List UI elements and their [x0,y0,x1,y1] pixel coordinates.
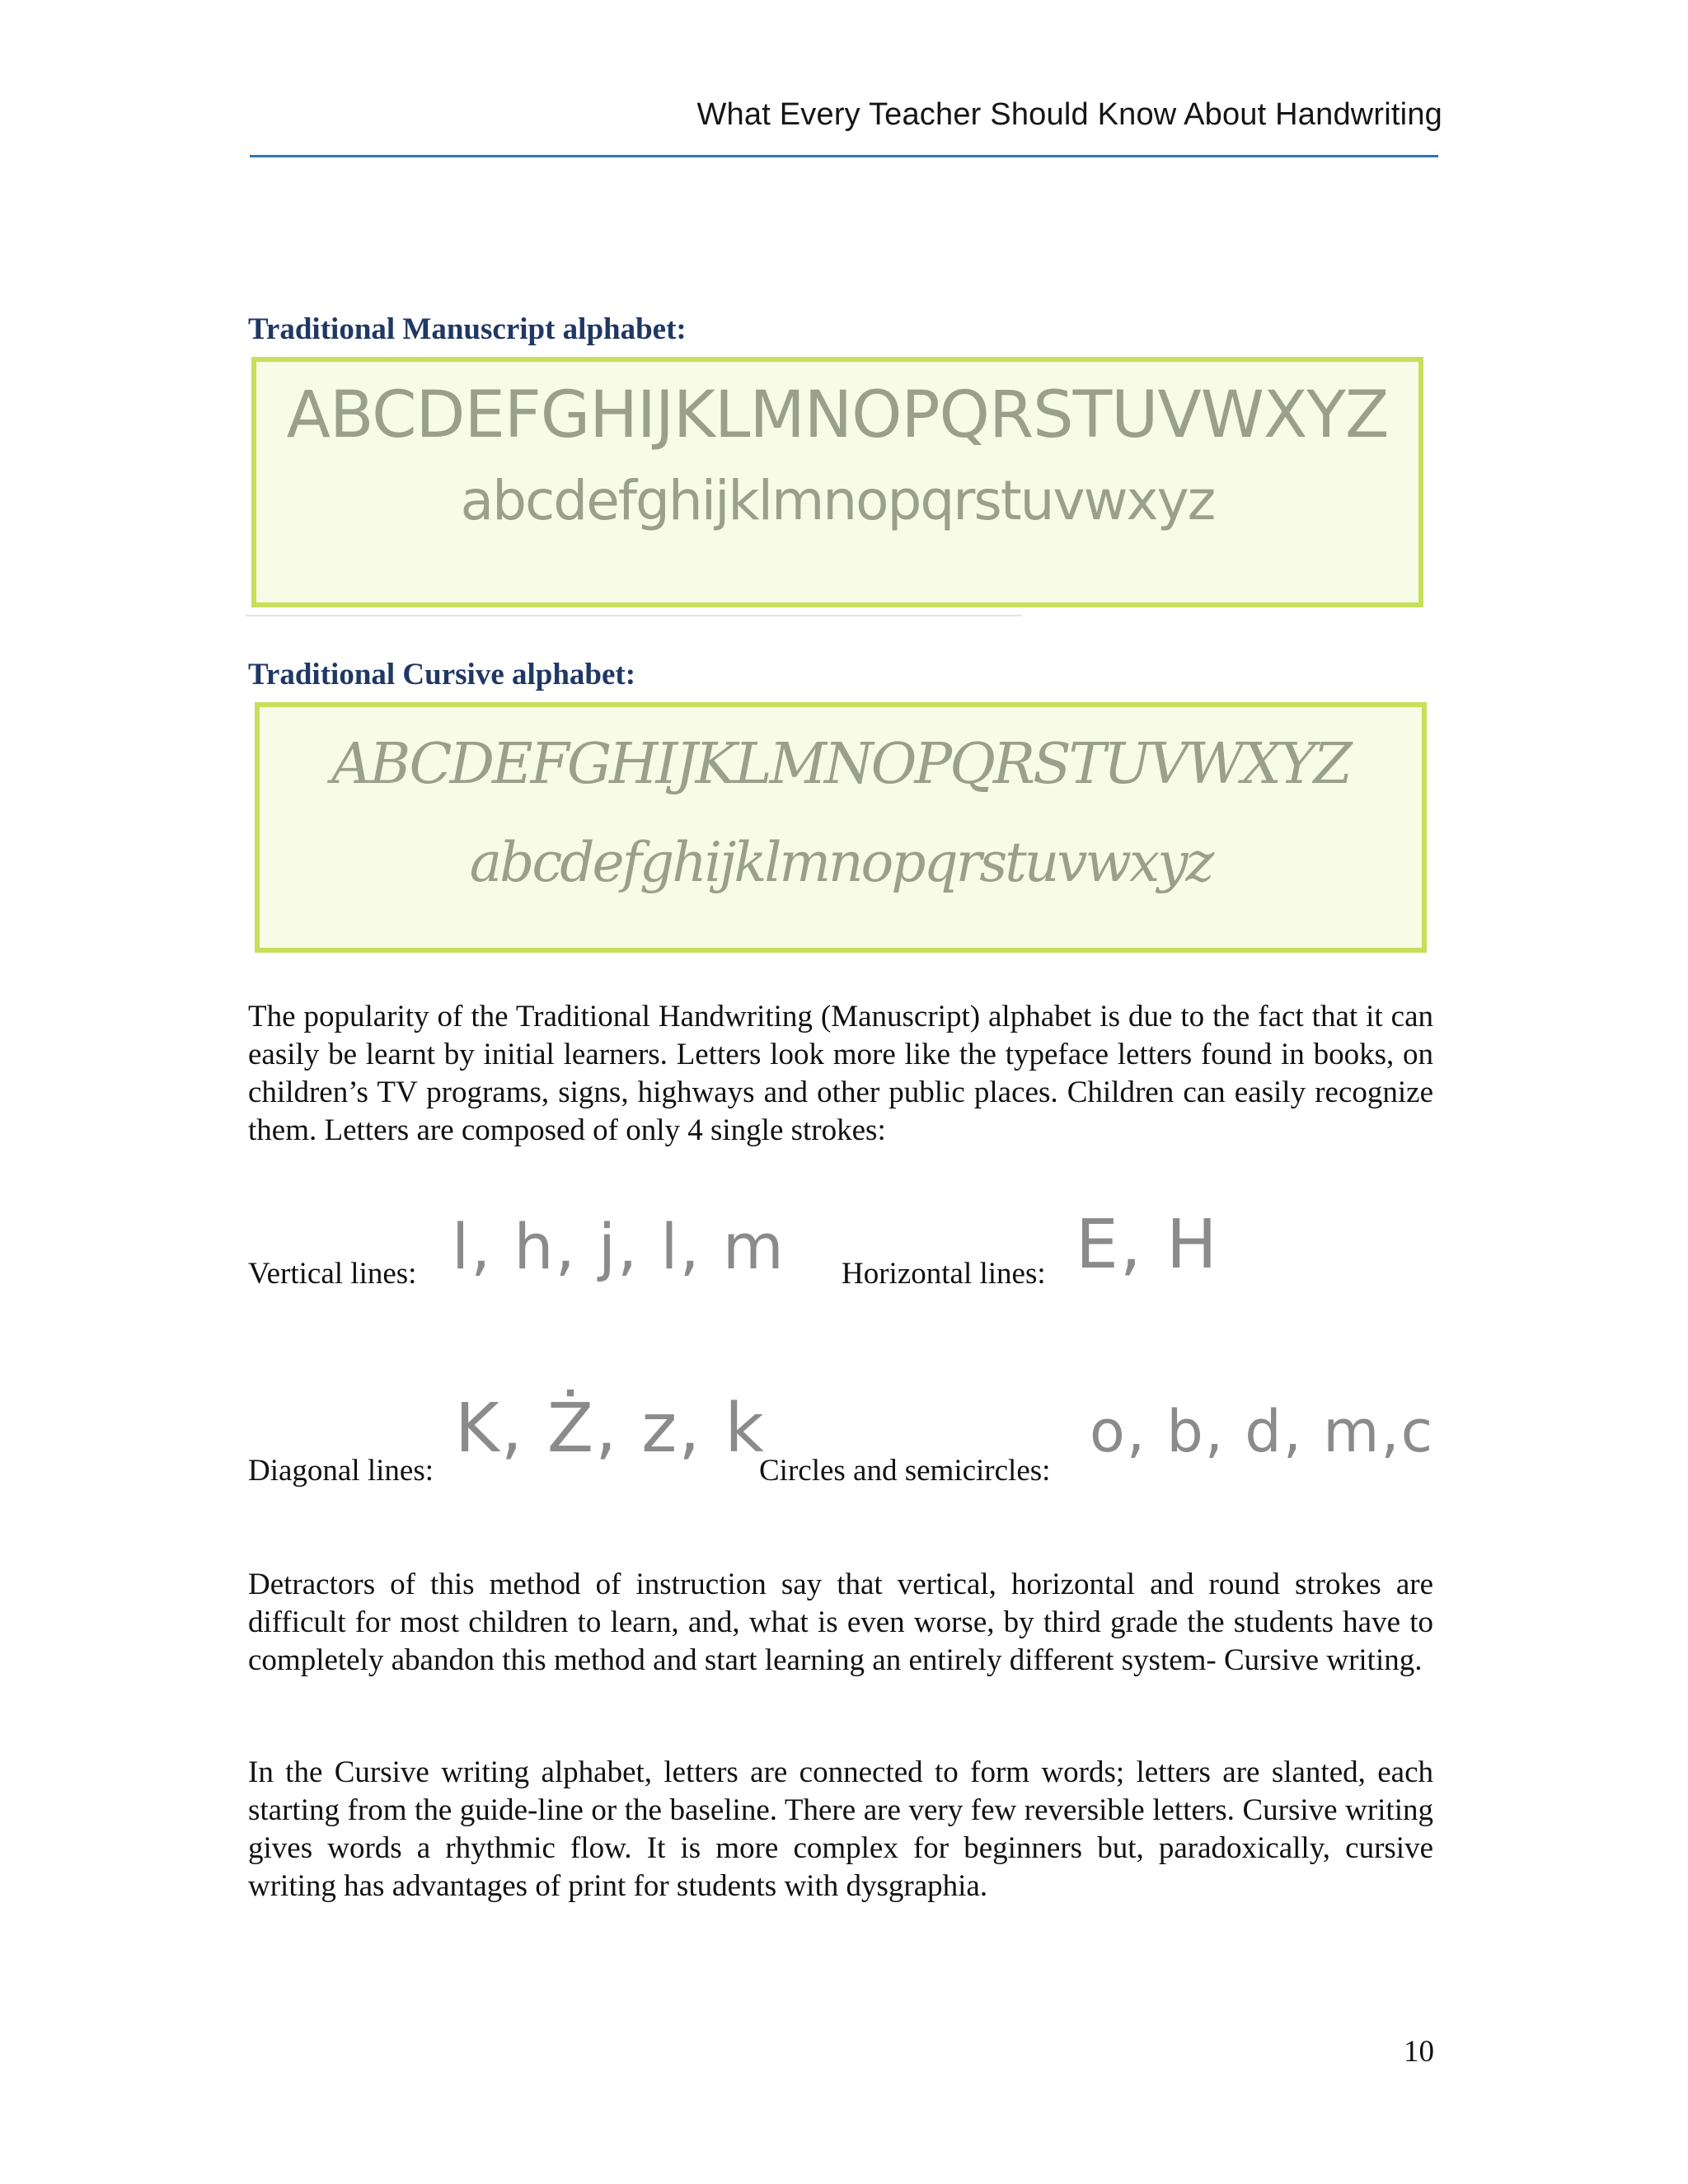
running-header: What Every Teacher Should Know About Handwriting [696,97,1442,132]
manuscript-alphabet-box [251,357,1423,607]
vertical-lines-label: Vertical lines: [248,1257,417,1291]
detractors-paragraph: Detractors of this method of instruction say that vertical, horizontal and round strokes are difficult for most children to learn, and, what is even worse, by third grade the students have to completely abandon this method and start learning an entirely different system- Cursive writing. [248,1568,1433,1677]
divider [246,615,1022,616]
circles-sample: o, b, d, m,c [1090,1398,1435,1465]
intro-paragraph: The popularity of the Traditional Handwriting (Manuscript) alphabet is due to the fact that it can easily be learnt by initial learners. Letters look more like the typeface letters found in books, on children’s TV programs, signs, highways and other public places. Children can easily recognize them. Letters are composed of only 4 single strokes: [248,1000,1433,1147]
cursive-uppercase: ABCDEFGHIJKLMNOPQRSTUVWXYZ [331,732,1350,797]
manuscript-uppercase: ABCDEFGHIJKLMNOPQRSTUVWXYZ [286,378,1389,452]
cursive-lowercase: abcdefghijklmnopqrstuvwxyz [469,831,1212,894]
cursive-heading: Traditional Cursive alphabet: [248,658,636,691]
manuscript-heading: Traditional Manuscript alphabet: [248,312,687,346]
horizontal-lines-label: Horizontal lines: [842,1257,1046,1291]
manuscript-lowercase: abcdefghijklmnopqrstuvwxyz [460,469,1215,532]
vertical-lines-sample: l, h, j, l, m [452,1210,785,1283]
cursive-alphabet-box [255,702,1427,953]
horizontal-lines-sample: E, H [1076,1206,1219,1284]
circles-label: Circles and semicircles: [759,1454,1051,1488]
diagonal-lines-label: Diagonal lines: [248,1454,434,1488]
diagonal-lines-sample: K, Ż, z, k [455,1390,766,1468]
cursive-paragraph: In the Cursive writing alphabet, letters are connected to form words; letters are slanted, each starting from the guide-line or the baseline. There are very few reversible letters. Cursive writing gives words a rhythmic flow. It is more complex for beginners but, paradoxically, cursive writing has advantages of print for students with dysgraphia. [248,1755,1433,1903]
header-rule [250,155,1438,157]
page-number: 10 [1404,2035,1434,2069]
